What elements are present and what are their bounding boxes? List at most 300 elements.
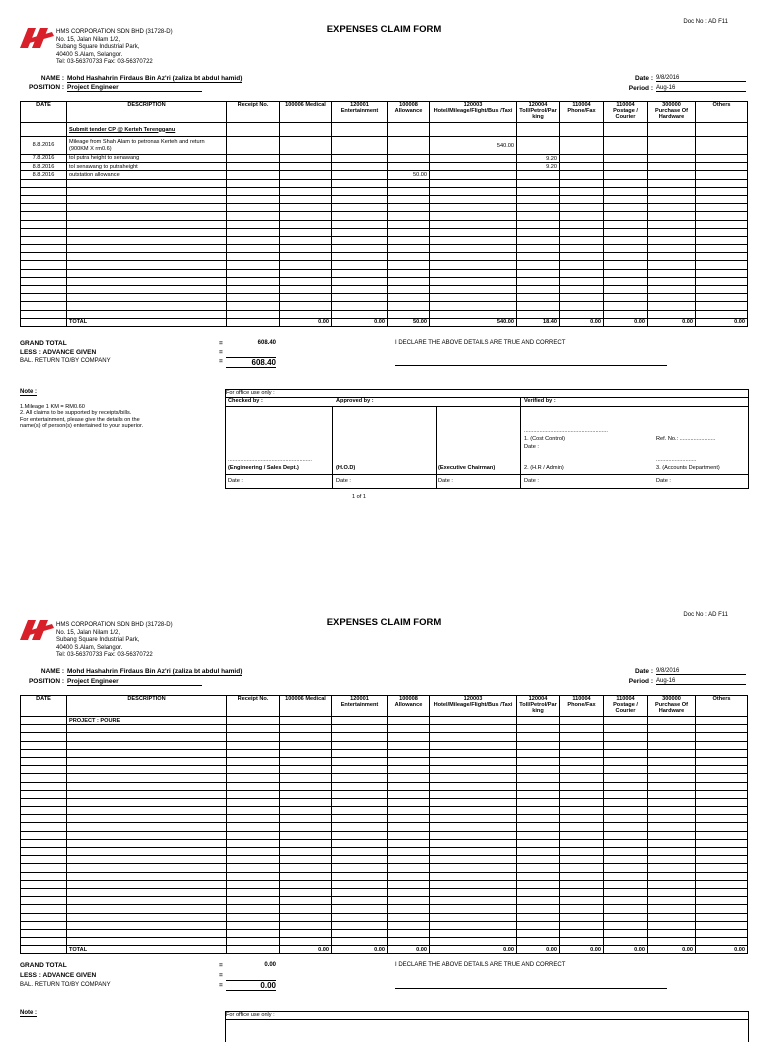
balance-label: BAL. RETURN TO/BY COMPANY bbox=[20, 982, 111, 988]
entertainment-cell bbox=[332, 137, 388, 155]
medical-cell bbox=[280, 179, 332, 187]
hardware-cell bbox=[648, 733, 696, 741]
medical-cell bbox=[280, 798, 332, 806]
total-value: 0.00 bbox=[648, 946, 696, 954]
toll-cell: 9.20 bbox=[517, 155, 560, 163]
postage-cell bbox=[604, 179, 648, 187]
table-row bbox=[21, 187, 748, 195]
hotel-cell bbox=[430, 880, 517, 888]
allowance-cell bbox=[388, 929, 430, 937]
table-row bbox=[21, 277, 748, 285]
date-cell bbox=[21, 864, 67, 872]
hotel-cell bbox=[430, 220, 517, 228]
description-cell bbox=[67, 212, 227, 220]
medical-cell bbox=[280, 905, 332, 913]
others-cell bbox=[696, 913, 748, 921]
others-cell bbox=[696, 774, 748, 782]
balance-value: 0.00 bbox=[226, 980, 276, 991]
form-title: EXPENSES CLAIM FORM bbox=[326, 24, 442, 35]
table-row bbox=[21, 269, 748, 277]
phone-cell bbox=[560, 171, 604, 179]
description-cell: Mileage from Shah Alam to petronas Kerteh and return (900KM X rm0.6) bbox=[67, 137, 227, 155]
hotel-cell bbox=[430, 864, 517, 872]
table-row bbox=[21, 823, 748, 831]
hardware-cell bbox=[648, 253, 696, 261]
postage-cell bbox=[604, 888, 648, 896]
col-date: DATE bbox=[21, 696, 67, 717]
medical-cell bbox=[280, 163, 332, 171]
hotel-cell bbox=[430, 815, 517, 823]
receipt-cell bbox=[227, 212, 280, 220]
col-hardware: 300000 Purchase Of Hardware bbox=[648, 696, 696, 717]
hardware-cell bbox=[648, 807, 696, 815]
toll-cell bbox=[517, 741, 560, 749]
page-number: 1 of 1 bbox=[352, 494, 366, 500]
office-use-header: For office use only : bbox=[226, 390, 748, 398]
total-row bbox=[21, 318, 748, 326]
phone-cell bbox=[560, 302, 604, 310]
receipt-cell bbox=[227, 310, 280, 318]
postage-cell bbox=[604, 807, 648, 815]
allowance-cell bbox=[388, 253, 430, 261]
date-cell bbox=[21, 236, 67, 244]
description-cell bbox=[67, 823, 227, 831]
receipt-cell bbox=[227, 749, 280, 757]
hotel-cell bbox=[430, 294, 517, 302]
table-cell bbox=[560, 123, 604, 137]
receipt-cell bbox=[227, 253, 280, 261]
others-cell bbox=[696, 929, 748, 937]
others-cell bbox=[696, 171, 748, 179]
phone-cell bbox=[560, 848, 604, 856]
receipt-cell bbox=[227, 782, 280, 790]
others-cell bbox=[696, 245, 748, 253]
postage-cell bbox=[604, 831, 648, 839]
col-postage: 110004 Postage / Courier bbox=[604, 102, 648, 123]
date-cell bbox=[21, 831, 67, 839]
others-cell bbox=[696, 155, 748, 163]
receipt-cell bbox=[227, 171, 280, 179]
table-row bbox=[21, 212, 748, 220]
postage-cell bbox=[604, 880, 648, 888]
medical-cell bbox=[280, 733, 332, 741]
hardware-cell bbox=[648, 741, 696, 749]
hotel-cell bbox=[430, 187, 517, 195]
hotel-cell bbox=[430, 741, 517, 749]
receipt-cell bbox=[227, 831, 280, 839]
hotel-cell bbox=[430, 929, 517, 937]
company-address: HMS CORPORATION SDN BHD (31728-D) No. 15, Jalan Nilam 1/2, Subang Square Industrial Park, 40400 S.Alam, Selangor. Tel: 03-56370733 Fax: 03-56370722 bbox=[56, 622, 173, 659]
phone-cell bbox=[560, 212, 604, 220]
medical-cell bbox=[280, 913, 332, 921]
entertainment-cell bbox=[332, 872, 388, 880]
entertainment-cell bbox=[332, 880, 388, 888]
others-cell bbox=[696, 782, 748, 790]
hardware-cell bbox=[648, 815, 696, 823]
date-cell bbox=[21, 897, 67, 905]
receipt-cell bbox=[227, 929, 280, 937]
phone-cell bbox=[560, 831, 604, 839]
toll-cell bbox=[517, 294, 560, 302]
others-cell bbox=[696, 179, 748, 187]
entertainment-cell bbox=[332, 856, 388, 864]
medical-cell bbox=[280, 888, 332, 896]
hotel-cell bbox=[430, 782, 517, 790]
medical-cell bbox=[280, 228, 332, 236]
toll-cell bbox=[517, 171, 560, 179]
hotel-cell bbox=[430, 913, 517, 921]
col-description: DESCRIPTION bbox=[67, 102, 227, 123]
receipt-cell bbox=[227, 179, 280, 187]
hotel-cell bbox=[430, 807, 517, 815]
medical-cell bbox=[280, 195, 332, 203]
total-label: TOTAL bbox=[67, 318, 227, 326]
others-cell bbox=[696, 261, 748, 269]
date-cell bbox=[21, 807, 67, 815]
postage-cell bbox=[604, 294, 648, 302]
office-use-box bbox=[225, 389, 749, 489]
receipt-cell bbox=[227, 228, 280, 236]
table-row bbox=[21, 725, 748, 733]
date-cell bbox=[21, 905, 67, 913]
hod-label: (H.O.D) bbox=[336, 465, 356, 471]
receipt-cell bbox=[227, 195, 280, 203]
description-cell bbox=[67, 782, 227, 790]
eq-sign: = bbox=[219, 340, 223, 347]
expense-table bbox=[20, 695, 748, 954]
hotel-cell bbox=[430, 204, 517, 212]
table-cell bbox=[21, 318, 67, 326]
receipt-cell bbox=[227, 163, 280, 171]
hotel-cell bbox=[430, 766, 517, 774]
phone-cell bbox=[560, 774, 604, 782]
hardware-cell bbox=[648, 839, 696, 847]
phone-cell bbox=[560, 741, 604, 749]
accounts-label: 3. (Accounts Department) bbox=[656, 465, 720, 471]
entertainment-cell bbox=[332, 757, 388, 765]
toll-cell bbox=[517, 774, 560, 782]
date-cell bbox=[21, 294, 67, 302]
table-cell bbox=[517, 123, 560, 137]
date-cell bbox=[21, 815, 67, 823]
allowance-cell bbox=[388, 807, 430, 815]
hardware-cell bbox=[648, 913, 696, 921]
entertainment-cell bbox=[332, 261, 388, 269]
postage-cell bbox=[604, 733, 648, 741]
hardware-cell bbox=[648, 310, 696, 318]
col-medical: 100006 Medical bbox=[280, 696, 332, 717]
total-value: 0.00 bbox=[696, 318, 748, 326]
entertainment-cell bbox=[332, 790, 388, 798]
medical-cell bbox=[280, 872, 332, 880]
postage-cell bbox=[604, 195, 648, 203]
allowance-cell bbox=[388, 294, 430, 302]
receipt-cell bbox=[227, 302, 280, 310]
entertainment-cell bbox=[332, 848, 388, 856]
divider bbox=[226, 474, 748, 475]
entertainment-cell bbox=[332, 897, 388, 905]
hotel-cell bbox=[430, 938, 517, 946]
description-cell bbox=[67, 872, 227, 880]
description-cell bbox=[67, 856, 227, 864]
total-value: 0.00 bbox=[648, 318, 696, 326]
medical-cell bbox=[280, 749, 332, 757]
phone-cell bbox=[560, 864, 604, 872]
phone-cell bbox=[560, 839, 604, 847]
entertainment-cell bbox=[332, 245, 388, 253]
table-row bbox=[21, 774, 748, 782]
allowance-cell bbox=[388, 897, 430, 905]
table-row bbox=[21, 921, 748, 929]
others-cell bbox=[696, 807, 748, 815]
hotel-cell bbox=[430, 774, 517, 782]
allowance-cell bbox=[388, 212, 430, 220]
project-name: Submit tender CP @ Kerteh Terengganu bbox=[67, 123, 227, 137]
toll-cell bbox=[517, 749, 560, 757]
hotel-cell bbox=[430, 888, 517, 896]
receipt-cell bbox=[227, 798, 280, 806]
table-cell bbox=[280, 123, 332, 137]
hardware-cell bbox=[648, 195, 696, 203]
description-cell bbox=[67, 839, 227, 847]
total-value: 0.00 bbox=[280, 946, 332, 954]
toll-cell bbox=[517, 725, 560, 733]
toll-cell bbox=[517, 880, 560, 888]
hotel-cell bbox=[430, 277, 517, 285]
others-cell bbox=[696, 212, 748, 220]
medical-cell bbox=[280, 269, 332, 277]
postage-cell bbox=[604, 212, 648, 220]
receipt-cell bbox=[227, 269, 280, 277]
toll-cell bbox=[517, 807, 560, 815]
description-cell bbox=[67, 302, 227, 310]
toll-cell bbox=[517, 888, 560, 896]
period-value: Aug-16 bbox=[656, 678, 746, 685]
receipt-cell bbox=[227, 807, 280, 815]
date-cell bbox=[21, 228, 67, 236]
position-label: POSITION : bbox=[28, 84, 64, 91]
hr-admin-label: 2. (H.R / Admin) bbox=[524, 465, 564, 471]
others-cell bbox=[696, 253, 748, 261]
table-cell bbox=[604, 123, 648, 137]
phone-cell bbox=[560, 782, 604, 790]
medical-cell bbox=[280, 220, 332, 228]
hotel-cell bbox=[430, 897, 517, 905]
phone-cell bbox=[560, 757, 604, 765]
table-cell bbox=[604, 717, 648, 725]
allowance-cell bbox=[388, 204, 430, 212]
phone-cell bbox=[560, 155, 604, 163]
expense-claim-form-2 bbox=[0, 596, 768, 1024]
hardware-cell bbox=[648, 286, 696, 294]
toll-cell bbox=[517, 823, 560, 831]
table-header bbox=[21, 696, 748, 717]
others-cell bbox=[696, 204, 748, 212]
entertainment-cell bbox=[332, 204, 388, 212]
phone-cell bbox=[560, 277, 604, 285]
grand-total-value: 0.00 bbox=[264, 962, 276, 968]
postage-cell bbox=[604, 187, 648, 195]
receipt-cell bbox=[227, 286, 280, 294]
description-cell bbox=[67, 774, 227, 782]
description-cell bbox=[67, 938, 227, 946]
allowance-cell bbox=[388, 228, 430, 236]
signature-line bbox=[395, 988, 667, 989]
description-cell bbox=[67, 766, 227, 774]
eq-sign: = bbox=[219, 972, 223, 979]
signature-line bbox=[395, 365, 667, 366]
others-cell bbox=[696, 757, 748, 765]
phone-cell bbox=[560, 236, 604, 244]
date-cell bbox=[21, 774, 67, 782]
entertainment-cell bbox=[332, 302, 388, 310]
allowance-cell bbox=[388, 220, 430, 228]
hotel-cell: 540.00 bbox=[430, 137, 517, 155]
date-cell bbox=[21, 782, 67, 790]
date-cell bbox=[21, 839, 67, 847]
form-title: EXPENSES CLAIM FORM bbox=[326, 617, 442, 628]
description-cell bbox=[67, 749, 227, 757]
hotel-cell bbox=[430, 848, 517, 856]
less-advance-label: LESS : ADVANCE GIVEN bbox=[20, 972, 97, 979]
entertainment-cell bbox=[332, 253, 388, 261]
entertainment-cell bbox=[332, 733, 388, 741]
phone-cell bbox=[560, 228, 604, 236]
table-row bbox=[21, 798, 748, 806]
table-cell bbox=[21, 946, 67, 954]
toll-cell bbox=[517, 798, 560, 806]
table-row bbox=[21, 137, 748, 155]
medical-cell bbox=[280, 856, 332, 864]
hotel-cell bbox=[430, 823, 517, 831]
allowance-cell bbox=[388, 163, 430, 171]
hardware-cell bbox=[648, 757, 696, 765]
hotel-cell bbox=[430, 171, 517, 179]
dots: ...................................................... bbox=[228, 457, 312, 463]
postage-cell bbox=[604, 782, 648, 790]
allowance-cell bbox=[388, 749, 430, 757]
date-cell bbox=[21, 302, 67, 310]
phone-cell bbox=[560, 905, 604, 913]
postage-cell bbox=[604, 815, 648, 823]
postage-cell bbox=[604, 310, 648, 318]
total-value: 0.00 bbox=[560, 946, 604, 954]
description-cell bbox=[67, 310, 227, 318]
postage-cell bbox=[604, 741, 648, 749]
table-cell bbox=[21, 717, 67, 725]
postage-cell bbox=[604, 774, 648, 782]
allowance-cell bbox=[388, 766, 430, 774]
toll-cell bbox=[517, 236, 560, 244]
receipt-cell bbox=[227, 294, 280, 302]
entertainment-cell bbox=[332, 286, 388, 294]
hotel-cell bbox=[430, 269, 517, 277]
table-row bbox=[21, 790, 748, 798]
entertainment-cell bbox=[332, 171, 388, 179]
hardware-cell bbox=[648, 790, 696, 798]
date-cell bbox=[21, 261, 67, 269]
others-cell bbox=[696, 766, 748, 774]
table-row bbox=[21, 286, 748, 294]
description-cell bbox=[67, 236, 227, 244]
description-cell bbox=[67, 888, 227, 896]
col-medical: 100006 Medical bbox=[280, 102, 332, 123]
hotel-cell bbox=[430, 905, 517, 913]
medical-cell bbox=[280, 864, 332, 872]
date-cell bbox=[21, 749, 67, 757]
table-row bbox=[21, 179, 748, 187]
allowance-cell bbox=[388, 741, 430, 749]
hardware-cell bbox=[648, 905, 696, 913]
others-cell bbox=[696, 277, 748, 285]
allowance-cell bbox=[388, 905, 430, 913]
date-cell: 7.8.2016 bbox=[21, 155, 67, 163]
others-cell bbox=[696, 725, 748, 733]
table-row bbox=[21, 757, 748, 765]
medical-cell bbox=[280, 929, 332, 937]
toll-cell bbox=[517, 253, 560, 261]
toll-cell bbox=[517, 815, 560, 823]
allowance-cell bbox=[388, 725, 430, 733]
hardware-cell bbox=[648, 236, 696, 244]
receipt-cell bbox=[227, 790, 280, 798]
date-cell bbox=[21, 872, 67, 880]
total-value: 0.00 bbox=[332, 946, 388, 954]
receipt-cell bbox=[227, 277, 280, 285]
postage-cell bbox=[604, 856, 648, 864]
toll-cell bbox=[517, 831, 560, 839]
table-row bbox=[21, 236, 748, 244]
postage-cell bbox=[604, 921, 648, 929]
phone-cell bbox=[560, 725, 604, 733]
entertainment-cell bbox=[332, 179, 388, 187]
hardware-cell bbox=[648, 212, 696, 220]
ref-no-field: Ref. No.: ....................... bbox=[656, 436, 716, 442]
allowance-cell bbox=[388, 880, 430, 888]
hardware-cell bbox=[648, 725, 696, 733]
table-row bbox=[21, 171, 748, 179]
phone-cell bbox=[560, 245, 604, 253]
hotel-cell bbox=[430, 757, 517, 765]
entertainment-cell bbox=[332, 741, 388, 749]
toll-cell bbox=[517, 766, 560, 774]
hardware-cell bbox=[648, 245, 696, 253]
medical-cell bbox=[280, 286, 332, 294]
allowance-cell bbox=[388, 155, 430, 163]
col-toll: 120004 Toll/Petrol/Par king bbox=[517, 102, 560, 123]
position-value: Project Engineer bbox=[67, 678, 202, 686]
postage-cell bbox=[604, 864, 648, 872]
total-value: 0.00 bbox=[560, 318, 604, 326]
table-row bbox=[21, 204, 748, 212]
toll-cell bbox=[517, 921, 560, 929]
receipt-cell bbox=[227, 839, 280, 847]
medical-cell bbox=[280, 245, 332, 253]
allowance-cell bbox=[388, 815, 430, 823]
hardware-cell bbox=[648, 823, 696, 831]
hardware-cell bbox=[648, 204, 696, 212]
others-cell bbox=[696, 228, 748, 236]
allowance-cell bbox=[388, 790, 430, 798]
allowance-cell bbox=[388, 913, 430, 921]
dots: .......................... bbox=[656, 457, 697, 463]
medical-cell bbox=[280, 294, 332, 302]
date-cell bbox=[21, 204, 67, 212]
hardware-cell bbox=[648, 880, 696, 888]
postage-cell bbox=[604, 277, 648, 285]
table-row bbox=[21, 864, 748, 872]
table-row bbox=[21, 938, 748, 946]
